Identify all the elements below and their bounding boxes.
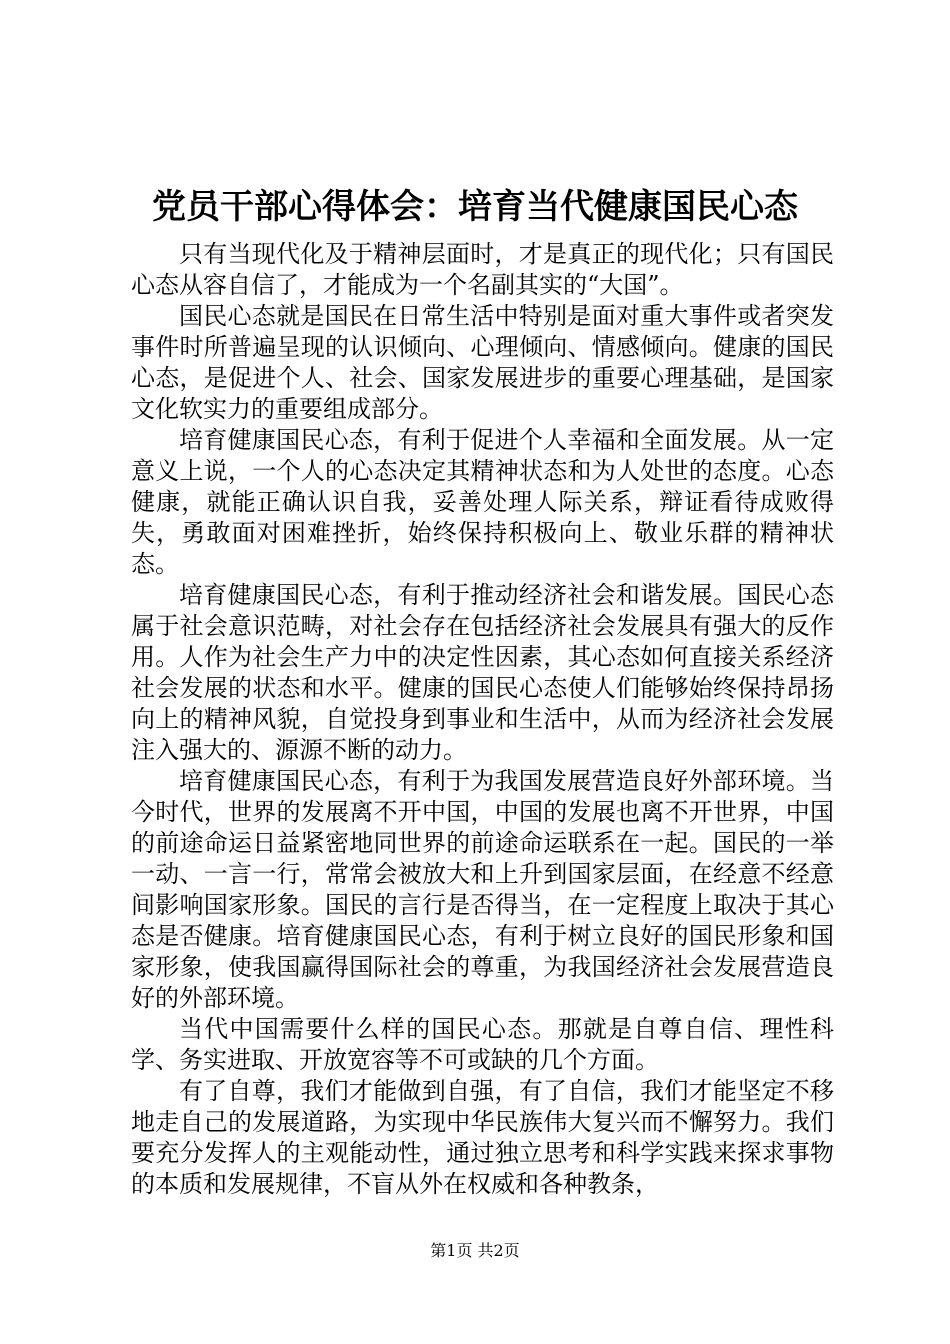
document-body xyxy=(131,239,834,1200)
document-title: 党员干部心得体会：培育当代健康国民心态 xyxy=(152,187,798,227)
paragraph: 当代中国需要什么样的国民心态。那就是自尊自信、理性科学、务实进取、开放宽容等不可或缺的几个方面。 xyxy=(131,1015,834,1074)
paragraph: 国民心态就是国民在日常生活中特别是面对重大事件或者突发事件时所普遍呈现的认识倾向、心理倾向、情感倾向。健康的国民心态，是促进个人、社会、国家发展进步的重要心理基础，是国家文化软实力的重要组成部分。 xyxy=(131,302,834,423)
paragraph: 培育健康国民心态，有利于为我国发展营造良好外部环境。当今时代，世界的发展离不开中国，中国的发展也离不开世界，中国的前途命运日益紧密地同世界的前途命运联系在一起。国民的一举一动、一言一行，常常会被放大和上升到国家层面，在经意不经意间影响国家形象。国民的言行是否得当，在一定程度上取决于其心态是否健康。培育健康国民心态，有利于树立良好的国民形象和国家形象，使我国赢得国际社会的尊重，为我国经济社会发展营造良好的外部环境。 xyxy=(131,767,834,1012)
paragraph: 培育健康国民心态，有利于促进个人幸福和全面发展。从一定意义上说，一个人的心态决定其精神状态和为人处世的态度。心态健康，就能正确认识自我，妥善处理人际关系，辩证看待成败得失，勇敢面对困难挫折，始终保持积极向上、敬业乐群的精神状态。 xyxy=(131,426,834,578)
paragraph: 只有当现代化及于精神层面时，才是真正的现代化；只有国民心态从容自信了，才能成为一个名副其实的“大国”。 xyxy=(131,240,834,299)
page-footer: 第1页 共2页 xyxy=(430,1241,520,1260)
paragraph: 有了自尊，我们才能做到自强，有了自信，我们才能坚定不移地走自己的发展道路，为实现中华民族伟大复兴而不懈努力。我们要充分发挥人的主观能动性，通过独立思考和科学实践来探求事物的本质和发展规律，不盲从外在权威和各种教条， xyxy=(131,1077,834,1198)
paragraph: 培育健康国民心态，有利于推动经济社会和谐发展。国民心态属于社会意识范畴，对社会存在包括经济社会发展具有强大的反作用。人作为社会生产力中的决定性因素，其心态如何直接关系经济社会发展的状态和水平。健康的国民心态使人们能够始终保持昂扬向上的精神风貌，自觉投身到事业和生活中，从而为经济社会发展注入强大的、源源不断的动力。 xyxy=(131,581,834,764)
